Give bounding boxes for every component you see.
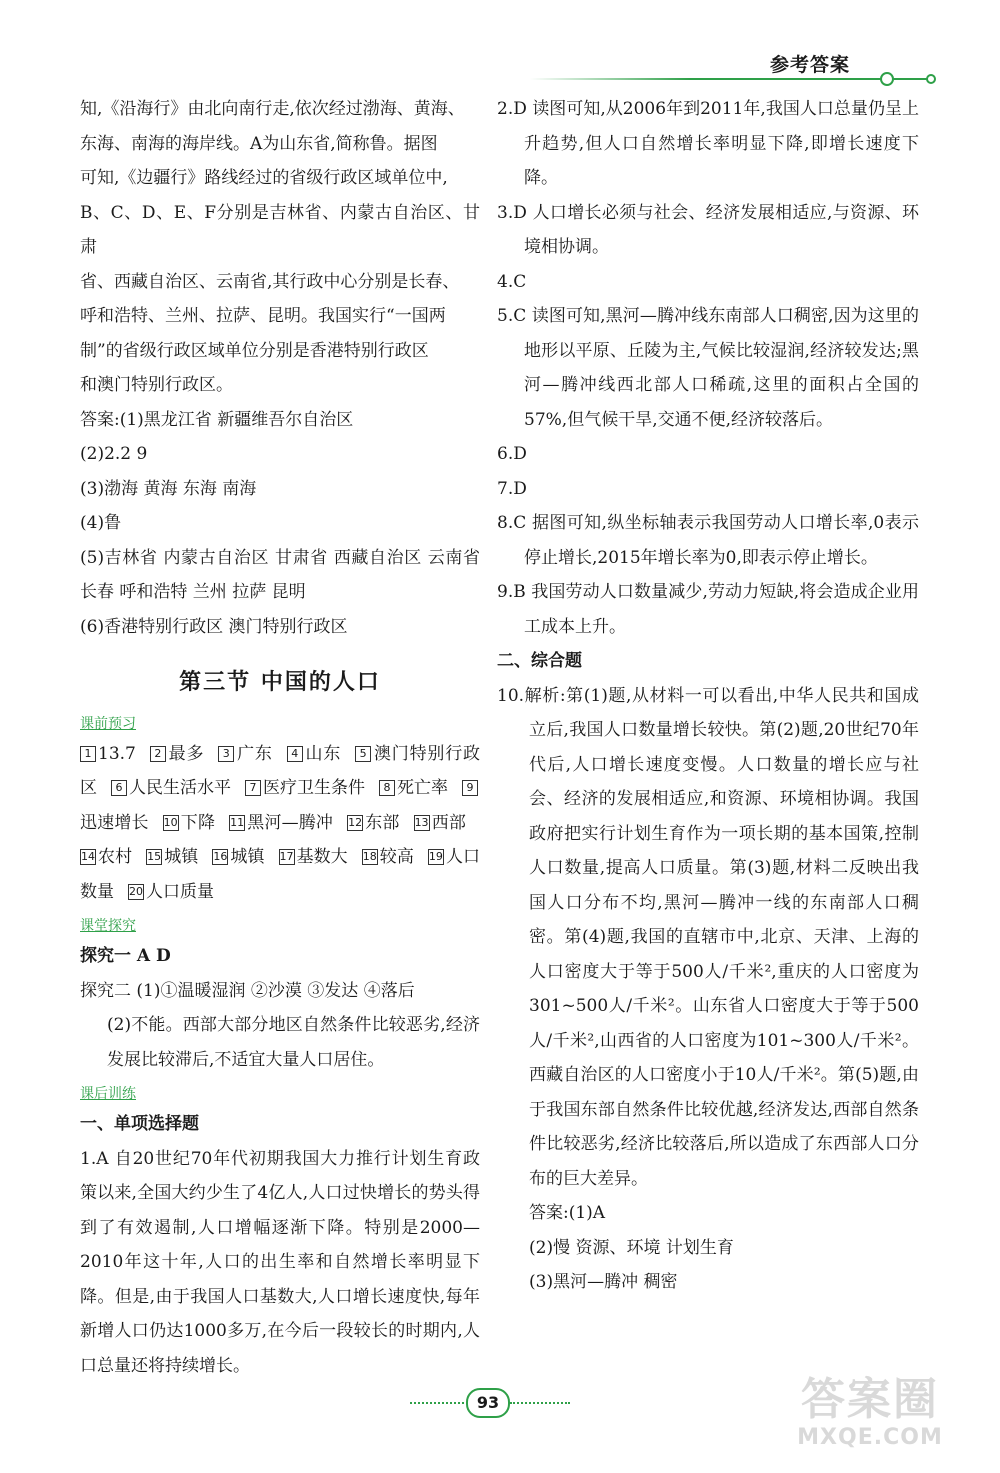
preview-answer-item bbox=[218, 744, 272, 764]
page-number-dots-right bbox=[510, 1402, 570, 1406]
preview-answer-text: 医疗卫生条件 bbox=[263, 778, 365, 798]
preview-answer-text: 东部 bbox=[365, 812, 400, 833]
preview-answer-item bbox=[229, 813, 333, 833]
answer-number-box: 19 bbox=[428, 850, 443, 863]
preview-answer-item bbox=[347, 813, 399, 833]
header-ornament-circle-small bbox=[926, 74, 936, 84]
preview-answer-item bbox=[362, 847, 414, 867]
answer-10-2: (2)慢 资源、环境 计划生育 bbox=[529, 1237, 734, 1258]
answer-number-box: 12 bbox=[348, 815, 363, 829]
question-4: 4.C bbox=[497, 271, 527, 292]
header-ornament-circle bbox=[880, 72, 894, 86]
watermark-main: 答案圈 bbox=[801, 1374, 939, 1425]
preview-answer-text: 13.7 bbox=[98, 743, 136, 764]
label-explore: 课堂探究 bbox=[80, 918, 136, 934]
page-number: 93 bbox=[466, 1388, 510, 1418]
explanation-line: B、C、D、E、F分别是吉林省、内蒙古自治区、甘肃 bbox=[80, 202, 480, 257]
explanation-line: 知,《沿海行》由北向南行走,依次经过渤海、黄海、 bbox=[80, 99, 465, 119]
label-after-class: 课后训练 bbox=[80, 1086, 136, 1102]
watermark-sub: MXQE.COM bbox=[797, 1425, 943, 1450]
preview-answer-item bbox=[163, 813, 215, 833]
preview-answer-item bbox=[379, 778, 448, 798]
question-7: 7.D bbox=[497, 478, 527, 499]
preview-answer-text: 广东 bbox=[236, 743, 273, 764]
label-preview: 课前预习 bbox=[80, 715, 136, 732]
page-number-dots-left bbox=[410, 1402, 464, 1406]
preview-answer-text: 较高 bbox=[379, 847, 414, 867]
preview-answer-item bbox=[279, 847, 348, 867]
preview-answer-text: 最多 bbox=[167, 743, 205, 764]
answer-10-3: (3)黑河—腾冲 稠密 bbox=[529, 1272, 678, 1292]
preview-answer-text: 基数大 bbox=[296, 847, 348, 867]
answer-number-box: 5 bbox=[355, 746, 371, 762]
preview-answer-text: 人口数量 bbox=[80, 847, 481, 902]
preview-answer-item bbox=[414, 813, 466, 833]
preview-answer-text: 城镇 bbox=[164, 847, 199, 867]
preview-answer-text: 人口质量 bbox=[146, 881, 214, 902]
explanation-line: 和澳门特别行政区。 bbox=[80, 375, 233, 395]
answer-number-box: 13 bbox=[414, 815, 429, 829]
explanation-line: 制”的省级行政区域单位分别是香港特别行政区 bbox=[80, 340, 429, 361]
question-2: 2.D 读图可知,从2006年到2011年,我国人口总量仍呈上升趋势,但人口自然增长率明显下降,即增长速度下降。 bbox=[497, 99, 919, 188]
answer-10-1: 答案:(1)A bbox=[529, 1203, 606, 1223]
preview-answers bbox=[80, 737, 480, 910]
answer-number-box: 2 bbox=[150, 746, 166, 762]
answer-number-box: 1 bbox=[80, 746, 96, 762]
answer-number-box: 6 bbox=[111, 780, 127, 796]
single-choice-heading: 一、单项选择题 bbox=[80, 1114, 199, 1134]
preview-answer-text: 下降 bbox=[180, 812, 216, 833]
question-10-explanation: 10.解析:第(1)题,从材料一可以看出,中华人民共和国成立后,我国人口数量增长较快。第(2)题,20世纪70年代后,人口增长速度变慢。人口数量的增长应与社会、经济的发展相适应,和资源、环境相协调。我国政府把实行计划生育作为一项长期的基本国策,控制人口数量,提高人口质量。第(3)题,材料二反映出我国人口分布不均,黑河—腾冲一线的东南部人口稠密。第(4)题,我国的直辖市中,北京、天津、上海的人口密度大于等于500人/千米²,重庆的人口密度为301~500人/千米²。山东省人口密度大于等于500人/千米²,山西省的人口密度为101~300人/千米²。西藏自治区的人口密度小于10人/千米²。第(5)题,由于我国东部自然条件比较优越,经济发达,西部自然条件比较恶劣,经济比较落后,所以造成了东西部人口分布的巨大差异。 bbox=[497, 685, 919, 1189]
section-title: 第三节 中国的人口 bbox=[179, 670, 381, 695]
answer-number-box: 4 bbox=[287, 746, 303, 762]
explore-2: 探究二 (1)①温暖湿润 ②沙漠 ③发达 ④落后 bbox=[80, 980, 415, 1001]
answer-number-box: 16 bbox=[213, 850, 228, 863]
comprehensive-heading: 二、综合题 bbox=[497, 651, 582, 671]
answer-number-box: 15 bbox=[147, 850, 162, 863]
preview-answer-text: 农村 bbox=[98, 847, 133, 867]
answer-number-box: 9 bbox=[462, 780, 478, 796]
preview-answer-item bbox=[212, 847, 264, 867]
question-5: 5.C 读图可知,黑河—腾冲线东南部人口稠密,因为这里的地形以平原、丘陵为主,气候比较湿润,经济较发达;黑河—腾冲线西北部人口稀疏,这里的面积占全国的57%,但气候干旱,交通不便,经济较落后。 bbox=[497, 306, 920, 430]
preview-answer-item bbox=[111, 778, 231, 798]
explanation-line: 可知,《边疆行》路线经过的省级行政区域单位中, bbox=[80, 168, 448, 188]
preview-answer-item bbox=[150, 744, 204, 764]
question-8: 8.C 据图可知,纵坐标轴表示我国劳动人口增长率,0表示停止增长,2015年增长率为0,即表示停止增长。 bbox=[497, 513, 919, 568]
answer-number-box: 10 bbox=[163, 815, 178, 829]
answer-number-box: 18 bbox=[362, 850, 377, 863]
question-1: 1.A 自20世纪70年代初期我国大力推行计划生育政策以来,全国大约少生了4亿人,人口过快增长的势头得到了有效遏制,人口增幅逐渐下降。特别是2000—2010年这十年,人口的出生率和自然增长率明显下降。但是,由于我国人口基数大,人口增长速度快,每年新增人口仍达1000多万,在今后一段较长的时期内,人口总量还将持续增长。 bbox=[80, 1148, 480, 1376]
question-6: 6.D bbox=[497, 444, 527, 464]
answer-line: (6)香港特别行政区 澳门特别行政区 bbox=[80, 616, 348, 637]
explore-1: 探究一 A D bbox=[80, 946, 171, 966]
page-number-area bbox=[410, 1388, 570, 1418]
preview-answer-item bbox=[245, 778, 365, 798]
preview-answer-item bbox=[146, 847, 198, 867]
answer-line: (4)鲁 bbox=[80, 513, 122, 533]
watermark-logo bbox=[770, 1375, 970, 1455]
preview-answer-item bbox=[128, 882, 214, 902]
explanation-line: 省、西藏自治区、云南省,其行政中心分别是长春、 bbox=[80, 271, 460, 292]
right-column bbox=[497, 92, 919, 1300]
preview-answer-text: 城镇 bbox=[230, 847, 265, 867]
answer-number-box: 8 bbox=[379, 780, 395, 796]
preview-answer-text: 黑河—腾冲 bbox=[247, 812, 334, 833]
answer-line: 答案:(1)黑龙江省 新疆维吾尔自治区 bbox=[80, 409, 354, 430]
answer-number-box: 3 bbox=[218, 746, 234, 762]
answer-number-box: 11 bbox=[230, 815, 245, 829]
explore-2b: (2)不能。西部大部分地区自然条件比较恶劣,经济发展比较滞后,不适宜大量人口居住。 bbox=[107, 1015, 480, 1070]
preview-answer-item bbox=[287, 744, 341, 764]
preview-answer-text: 迅速增长 bbox=[80, 812, 149, 833]
preview-answer-text: 山东 bbox=[304, 743, 342, 764]
preview-answer-text: 死亡率 bbox=[397, 778, 448, 798]
preview-answer-item bbox=[80, 847, 132, 867]
preview-answer-item bbox=[80, 744, 136, 764]
answer-line: (2)2.2 9 bbox=[80, 444, 148, 464]
preview-answer-text: 澳门特别行政区 bbox=[80, 743, 481, 798]
answer-number-box: 7 bbox=[245, 780, 261, 796]
question-9: 9.B 我国劳动人口数量减少,劳动力短缺,将会造成企业用工成本上升。 bbox=[497, 582, 919, 637]
answer-number-box: 14 bbox=[81, 850, 95, 863]
question-3: 3.D 人口增长必须与社会、经济发展相适应,与资源、环境相协调。 bbox=[497, 202, 919, 257]
answer-line: (5)吉林省 内蒙古自治区 甘肃省 西藏自治区 云南省 长春 呼和浩特 兰州 拉萨 昆明 bbox=[80, 547, 480, 602]
preview-answer-text: 西部 bbox=[431, 812, 467, 833]
header-divider bbox=[530, 78, 930, 80]
answer-number-box: 20 bbox=[129, 884, 143, 898]
explanation-line: 东海、南海的海岸线。A为山东省,简称鲁。据图 bbox=[80, 133, 438, 154]
answer-line: (3)渤海 黄海 东海 南海 bbox=[80, 478, 257, 499]
left-column bbox=[80, 92, 480, 1383]
preview-answer-text: 人民生活水平 bbox=[129, 778, 231, 798]
header-title: 参考答案 bbox=[769, 54, 850, 76]
answer-number-box: 17 bbox=[279, 850, 294, 863]
explanation-line: 呼和浩特、兰州、拉萨、昆明。我国实行“一国两 bbox=[80, 306, 446, 326]
